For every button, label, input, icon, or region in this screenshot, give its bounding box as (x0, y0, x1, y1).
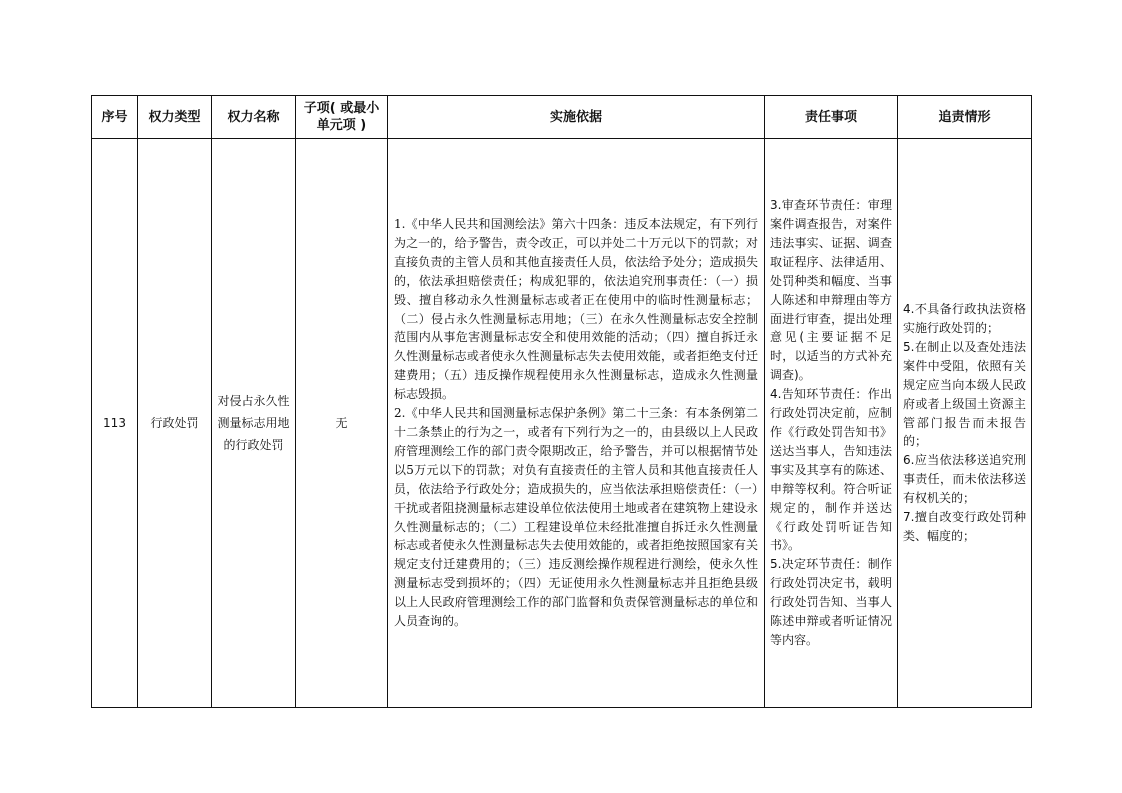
cell-subitem: 无 (296, 139, 388, 708)
basis-paragraph: 2.《中华人民共和国测量标志保护条例》第二十三条：有本条例第二十二条禁止的行为之一，或者有下列行为之一的，由县级以上人民政府管理测绘工作的部门责令限期改正，给予警告，并可以根据情节处以5万元以下的罚款；对负有直接责任的主管人员和其他直接责任人员，依法给予行政处分；造成损失的，应当依法承担赔偿责任：（一）干扰或者阻挠测量标志建设单位依法使用土地或者在建筑物上建设永久性测量标志的；（二）工程建设单位未经批准擅自拆迁永久性测量标志或者使永久性测量标志失去使用效能的，或者拒绝按照国家有关规定支付迁建费用的；（三）违反测绘操作规程进行测绘，使永久性测量标志受到损坏的；（四）无证使用永久性测量标志并且拒绝县级以上人民政府管理测绘工作的部门监督和负责保管测量标志的单位和人员查询的。 (394, 406, 758, 629)
accountability-item: 5.在制止以及查处违法案件中受阻，依照有关规定应当向本级人民政府或者上级国土资源主管部门报告而未报告的； (903, 339, 1026, 449)
cell-basis (388, 139, 765, 708)
accountability-item: 7.擅自改变行政处罚种类、幅度的； (903, 510, 1026, 543)
cell-accountability (898, 139, 1032, 708)
accountability-item: 4.不具备行政执法资格实施行政处罚的； (903, 302, 1026, 336)
basis-paragraph: 1.《中华人民共和国测绘法》第六十四条：违反本法规定，有下列行为之一的，给予警告，责令改正，可以并处二十万元以下的罚款；对直接负责的主管人员和其他直接责任人员，依法给予处分；造成损失的，依法承担赔偿责任；构成犯罪的，依法追究刑事责任：（一）损毁、擅自移动永久性测量标志或者正在使用中的临时性测量标志；（二）侵占永久性测量标志用地；（三）在永久性测量标志安全控制范围内从事危害测量标志安全和使用效能的活动；（四）擅自拆迁永久性测量标志或者使永久性测量标志失去使用效能，或者拒绝支付迁建费用；（五）违反操作规程使用永久性测量标志，造成永久性测量标志毁损。 (394, 217, 758, 402)
responsibility-item: 5.决定环节责任：制作行政处罚决定书，载明行政处罚告知、当事人陈述申辩或者听证情况等内容。 (770, 557, 892, 647)
header-responsibility: 责任事项 (765, 96, 898, 139)
responsibility-item: 4.告知环节责任：作出行政处罚决定前，应制作《行政处罚告知书》送达当事人，告知违法事实及其享有的陈述、申辩等权利。符合听证规定的，制作并送达《行政处罚听证告知书》。 (770, 387, 892, 553)
table-header-row (92, 96, 1032, 139)
accountability-item: 6.应当依法移送追究刑事责任，而未依法移送有权机关的； (903, 453, 1026, 506)
header-subitem: 子项( 或最小单元项 ) (296, 96, 388, 139)
header-power-type: 权力类型 (138, 96, 212, 139)
responsibility-item: 3.审查环节责任：审理案件调查报告，对案件违法事实、证据、调查取证程序、法律适用、处罚种类和幅度、当事人陈述和申辩理由等方面进行审查，提出处理意见(主要证据不足时，以适当的方式补充调查)。 (770, 198, 892, 383)
cell-power-name: 对侵占永久性测量标志用地的行政处罚 (212, 139, 296, 708)
power-list-table (91, 95, 1032, 708)
header-accountability: 追责情形 (898, 96, 1032, 139)
header-basis: 实施依据 (388, 96, 765, 139)
header-power-name: 权力名称 (212, 96, 296, 139)
cell-seq: 113 (92, 139, 138, 708)
header-seq: 序号 (92, 96, 138, 139)
table-row (92, 139, 1032, 708)
cell-power-type: 行政处罚 (138, 139, 212, 708)
cell-responsibility (765, 139, 898, 708)
